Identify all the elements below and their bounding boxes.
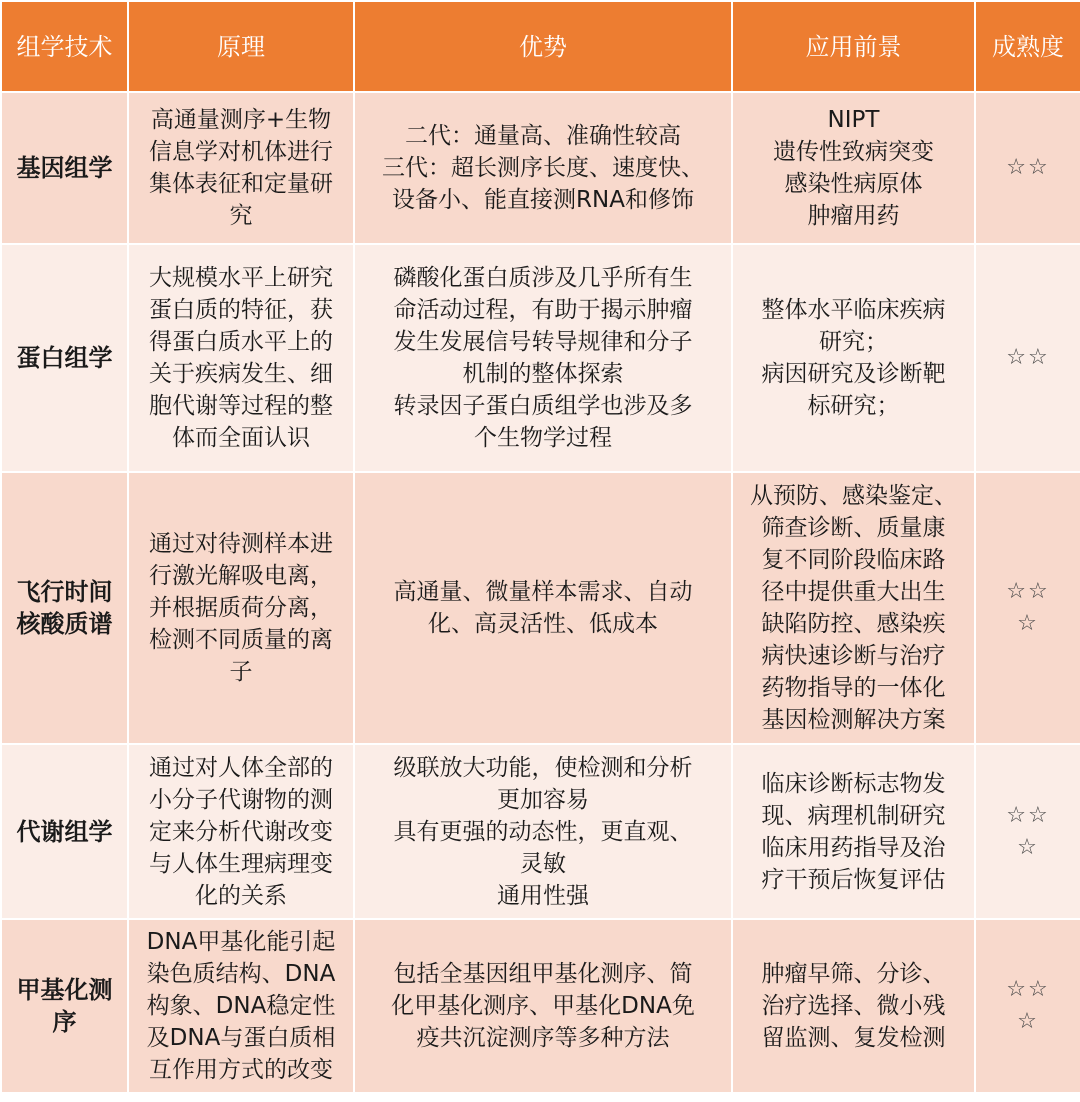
maturity-stars: ☆☆ ☆ bbox=[975, 919, 1080, 1093]
technology-name: 飞行时间 核酸质谱 bbox=[1, 472, 128, 744]
technology-name: 蛋白组学 bbox=[1, 244, 128, 472]
principle-cell: 通过对待测样本进 行激光解吸电离， 并根据质荷分离， 检测不同质量的离 子 bbox=[128, 472, 354, 744]
prospect-cell: 临床诊断标志物发 现、病理机制研究 临床用药指导及治 疗干预后恢复评估 bbox=[732, 744, 975, 919]
technology-name: 基因组学 bbox=[1, 92, 128, 244]
prospect-cell: 从预防、感染鉴定、 筛查诊断、质量康 复不同阶段临床路 径中提供重大出生 缺陷防控、感染疾 病快速诊断与治疗 药物指导的一体化 基因检测解决方案 bbox=[732, 472, 975, 744]
header-row bbox=[1, 1, 1080, 92]
maturity-stars: ☆☆ ☆ bbox=[975, 472, 1080, 744]
principle-cell: 高通量测序+生物 信息学对机体进行 集体表征和定量研 究 bbox=[128, 92, 354, 244]
header-advantage: 优势 bbox=[354, 1, 732, 92]
principle-cell: 大规模水平上研究 蛋白质的特征，获 得蛋白质水平上的 关于疾病发生、细 胞代谢等过程的整 体而全面认识 bbox=[128, 244, 354, 472]
table-row bbox=[1, 244, 1080, 472]
advantage-cell: 高通量、微量样本需求、自动 化、高灵活性、低成本 bbox=[354, 472, 732, 744]
maturity-stars: ☆☆ ☆ bbox=[975, 744, 1080, 919]
advantage-cell: 级联放大功能，使检测和分析 更加容易 具有更强的动态性，更直观、 灵敏 通用性强 bbox=[354, 744, 732, 919]
prospect-cell: 肿瘤早筛、分诊、 治疗选择、微小残 留监测、复发检测 bbox=[732, 919, 975, 1093]
header-technology: 组学技术 bbox=[1, 1, 128, 92]
header-prospect: 应用前景 bbox=[732, 1, 975, 92]
table-row bbox=[1, 744, 1080, 919]
table-row bbox=[1, 472, 1080, 744]
header-maturity: 成熟度 bbox=[975, 1, 1080, 92]
advantage-cell: 包括全基因组甲基化测序、简 化甲基化测序、甲基化DNA免 疫共沉淀测序等多种方法 bbox=[354, 919, 732, 1093]
maturity-stars: ☆☆ bbox=[975, 92, 1080, 244]
technology-name: 代谢组学 bbox=[1, 744, 128, 919]
prospect-cell: NIPT 遗传性致病突变 感染性病原体 肿瘤用药 bbox=[732, 92, 975, 244]
header-principle: 原理 bbox=[128, 1, 354, 92]
table-row bbox=[1, 919, 1080, 1093]
technology-name: 甲基化测 序 bbox=[1, 919, 128, 1093]
prospect-cell: 整体水平临床疾病 研究； 病因研究及诊断靶 标研究； bbox=[732, 244, 975, 472]
principle-cell: DNA甲基化能引起 染色质结构、DNA 构象、DNA稳定性 及DNA与蛋白质相 互作用方式的改变 bbox=[128, 919, 354, 1093]
maturity-stars: ☆☆ bbox=[975, 244, 1080, 472]
advantage-cell: 二代：通量高、准确性较高 三代：超长测序长度、速度快、 设备小、能直接测RNA和修饰 bbox=[354, 92, 732, 244]
principle-cell: 通过对人体全部的 小分子代谢物的测 定来分析代谢改变 与人体生理病理变 化的关系 bbox=[128, 744, 354, 919]
advantage-cell: 磷酸化蛋白质涉及几乎所有生 命活动过程，有助于揭示肿瘤 发生发展信号转导规律和分子 机制的整体探索 转录因子蛋白质组学也涉及多 个生物学过程 bbox=[354, 244, 732, 472]
table-row bbox=[1, 92, 1080, 244]
